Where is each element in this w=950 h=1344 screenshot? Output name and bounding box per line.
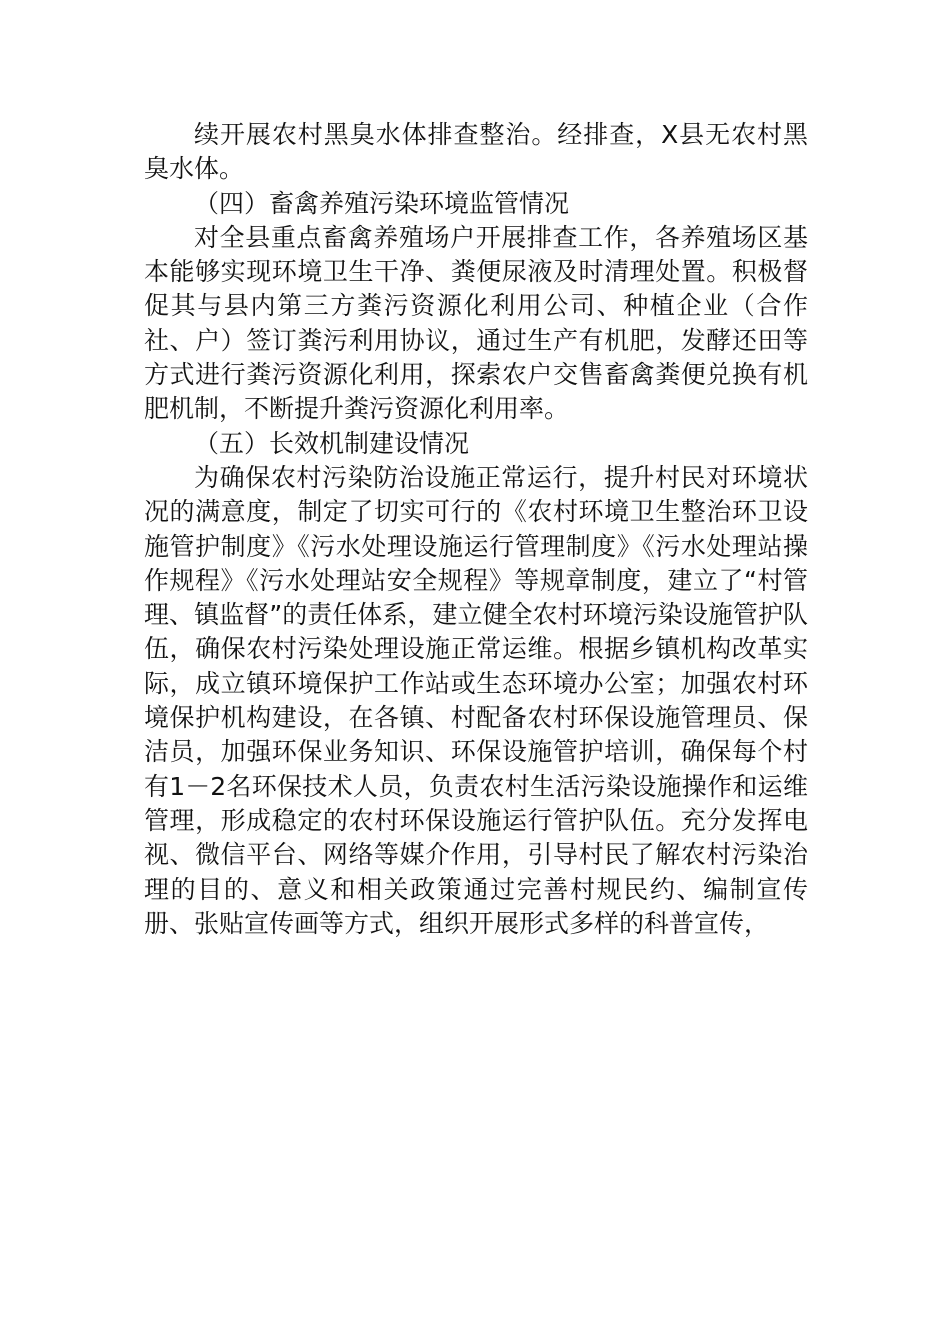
document-body (144, 118, 808, 941)
paragraph-1: 续开展农村黑臭水体排查整治。经排查，X县无农村黑臭水体。 (144, 120, 808, 184)
section-heading-4: （四）畜禽养殖污染环境监管情况 (194, 188, 570, 218)
paragraph-2: 对全县重点畜禽养殖场户开展排查工作，各养殖场区基本能够实现环境卫生干净、粪便尿液及时清理处置。积极督促其与县内第三方粪污资源化利用公司、种植企业（合作社、户）签订粪污利用协议，通过生产有机肥，发酵还田等方式进行粪污资源化利用，探索农户交售畜禽粪便兑换有机肥机制，不断提升粪污资源化利用率。 (144, 222, 808, 424)
section-heading-5: （五）长效机制建设情况 (194, 428, 470, 458)
paragraph-3: 为确保农村污染防治设施正常运行，提升村民对环境状况的满意度，制定了切实可行的《农村环境卫生整治环卫设施管护制度》《污水处理设施运行管理制度》《污水处理站操作规程》《污水处理站安全规程》等规章制度，建立了“村管理、镇监督”的责任体系，建立健全农村环境污染设施管护队伍，确保农村污染处理设施正常运维。根据乡镇机构改革实际，成立镇环境保护工作站或生态环境办公室；加强农村环境保护机构建设，在各镇、村配备农村环保设施管理员、保洁员，加强环保业务知识、环保设施管护培训，确保每个村有1－2名环保技术人员，负责农村生活污染设施操作和运维管理，形成稳定的农村环保设施运行管护队伍。充分发挥电视、微信平台、网络等媒介作用，引导村民了解农村污染治理的目的、意义和相关政策通过完善村规民约、编制宣传册、张贴宣传画等方式，组织开展形式多样的科普宣传， (144, 462, 808, 938)
